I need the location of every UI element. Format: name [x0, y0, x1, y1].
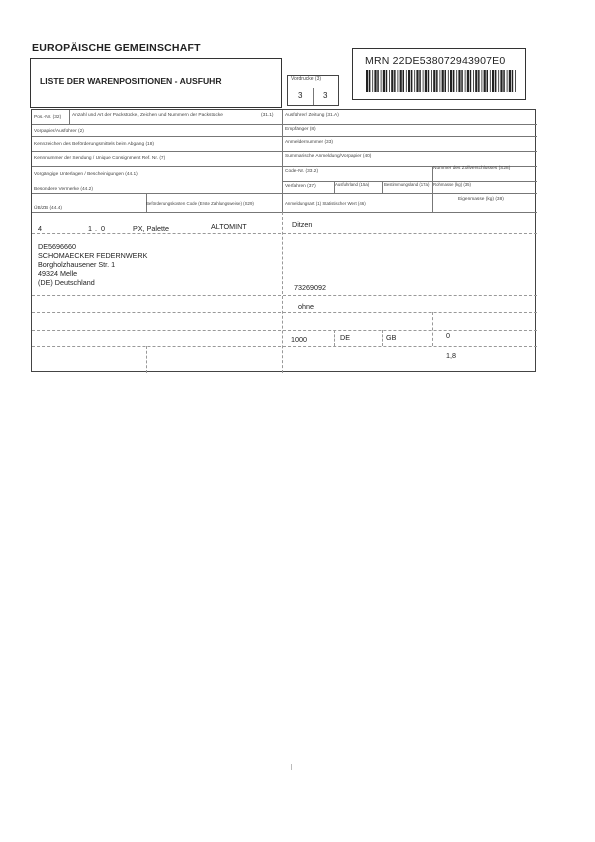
barcode-bar [445, 70, 447, 92]
barcode-bar [475, 70, 477, 92]
barcode-bar [478, 70, 480, 92]
item-grid [31, 109, 536, 372]
barcode-bar [433, 70, 435, 92]
barcode-bar [448, 70, 449, 92]
barcode-bar [492, 70, 494, 92]
barcode-bar [398, 70, 399, 92]
label-empfaenger: Empfänger (8) [285, 127, 316, 132]
mrn-number: MRN 22DE538072943907E0 [365, 55, 506, 67]
label-besondere: Besondere Vermerke (44.2) [34, 187, 93, 192]
barcode-bar [428, 70, 430, 92]
barcode-bar [436, 70, 438, 92]
procedure-code: 1000 [291, 335, 307, 344]
barcode-bar [442, 70, 444, 92]
barcode-bar [406, 70, 407, 92]
label-summarische: Summarische Anmeldung/Vorpapier (40) [285, 154, 372, 159]
label-kennnummer: Kennnummer der Sendung / Unique Consignment Ref. Nr. (7) [34, 156, 166, 161]
label-bestimmungsland: Bestimmungsland (17a) [384, 182, 430, 187]
barcode-bar [503, 70, 505, 92]
barcode-bar [425, 70, 427, 92]
barcode-bar [386, 70, 388, 92]
barcode-bar [383, 70, 385, 92]
export-country: DE [340, 333, 350, 342]
label-bef-kosten: Beförderungskosten Code (Erste Zahlungsweise) (S29) [146, 201, 254, 206]
barcode-bar [487, 70, 489, 92]
barcode-bar [456, 70, 457, 92]
barcode-bar [467, 70, 469, 92]
barcode-bar [374, 70, 376, 92]
item-pkg-count: 1 [88, 224, 92, 233]
barcode-bar [482, 70, 483, 92]
list-title: LISTE DER WARENPOSITIONEN - AUSFUHR [40, 76, 222, 86]
scan-mark [291, 764, 292, 770]
barcode-bar [389, 70, 390, 92]
barcode-bar [391, 70, 393, 92]
label-bef-kennzeichen: Kennzeichen des Beförderungsmittels beim Abgang (18) [34, 142, 154, 147]
commodity-code: 73269092 [294, 283, 326, 292]
barcode-bar [416, 70, 418, 92]
sheet-label: Vordrucke (3) [291, 76, 322, 82]
barcode-bar [431, 70, 432, 92]
label-code-nr: Code-Nr. (33.2) [285, 169, 319, 174]
exporter-name: SCHOMAECKER FEDERNWERK [38, 251, 148, 260]
barcode-bar [414, 70, 415, 92]
barcode-bar [512, 70, 514, 92]
barcode-bar [473, 70, 474, 92]
label-packages-no: (31.1) [261, 113, 274, 118]
label-pos-nr: Pos.-Nr. (32) [34, 115, 62, 120]
net-mass: 1,8 [446, 351, 456, 360]
barcode-bar [484, 70, 486, 92]
label-vorpapier: Vorpapier/Ausführer (2) [34, 129, 84, 134]
label-ausfuhrland: Ausfuhrland (15a) [335, 182, 370, 187]
label-zoll-anschluss: Nummer des Zollverschlusses (S28) [433, 166, 511, 171]
barcode-bar [403, 70, 405, 92]
barcode-bar [515, 70, 516, 92]
barcode-bar [423, 70, 424, 92]
barcode-bar [465, 70, 466, 92]
item-description: Ditzen [292, 220, 313, 229]
community-heading: EUROPÄISCHE GEMEINSCHAFT [32, 42, 201, 54]
label-anmeldungsart: Anmeldungsart (1) Statistischer Wert (46) [285, 201, 366, 206]
barcode-bar [500, 70, 502, 92]
label-rohmasse: Rohmasse (kg) (35) [433, 182, 471, 187]
label-ausfuehrer-short: Ausführer/ Zeitung (31.A) [285, 113, 339, 118]
barcode-bar [369, 70, 371, 92]
item-position: 4 [38, 224, 42, 233]
sheet-total: 3 [323, 91, 328, 100]
barcode-bar [411, 70, 413, 92]
label-verfahren: Verfahren (37) [285, 184, 316, 189]
barcode-bar [498, 70, 499, 92]
item-pkg-type: PX, Palette [133, 224, 169, 233]
label-packages: Anzahl und Art der Packstücke, Zeichen und Nummern der Packstücke [72, 113, 223, 118]
barcode-bar [381, 70, 382, 92]
mrn-barcode [366, 70, 516, 92]
barcode-bar [408, 70, 410, 92]
label-ueb: ÜB/ZB (44.4) [34, 206, 62, 211]
barcode-bar [458, 70, 460, 92]
destination-country: GB [386, 333, 397, 342]
exporter-street: Borgholzhausener Str. 1 [38, 260, 116, 269]
barcode-bar [470, 70, 472, 92]
barcode-bar [461, 70, 463, 92]
barcode-bar [372, 70, 373, 92]
barcode-bar [377, 70, 379, 92]
barcode-bar [419, 70, 421, 92]
barcode-bar [440, 70, 441, 92]
barcode-bar [453, 70, 455, 92]
item-marks: ALTOMINT [211, 222, 247, 231]
barcode-bar [509, 70, 511, 92]
barcode-bar [495, 70, 497, 92]
label-vorgaenge: Vorgängige Unterlagen / Bescheinigungen (44.1) [34, 172, 138, 177]
exporter-city: 49324 Melle [38, 269, 78, 278]
exporter-id: DE5696660 [38, 242, 76, 251]
sheet-current: 3 [298, 91, 303, 100]
label-eigenmasse: Eigenmasse (kg) (38) [458, 197, 504, 202]
barcode-bar [507, 70, 508, 92]
procedure-note: ohne [298, 302, 314, 311]
barcode-bar [490, 70, 491, 92]
barcode-bar [366, 70, 368, 92]
barcode-bar [400, 70, 402, 92]
gross-mass: 0 [446, 331, 450, 340]
exporter-country: (DE) Deutschland [38, 278, 95, 287]
label-anmelder: Anmeldernummer (33) [285, 140, 333, 145]
barcode-bar [394, 70, 396, 92]
item-pkg-num: 0 [101, 224, 105, 233]
item-pkg-sep: . [95, 224, 97, 233]
barcode-bar [450, 70, 452, 92]
